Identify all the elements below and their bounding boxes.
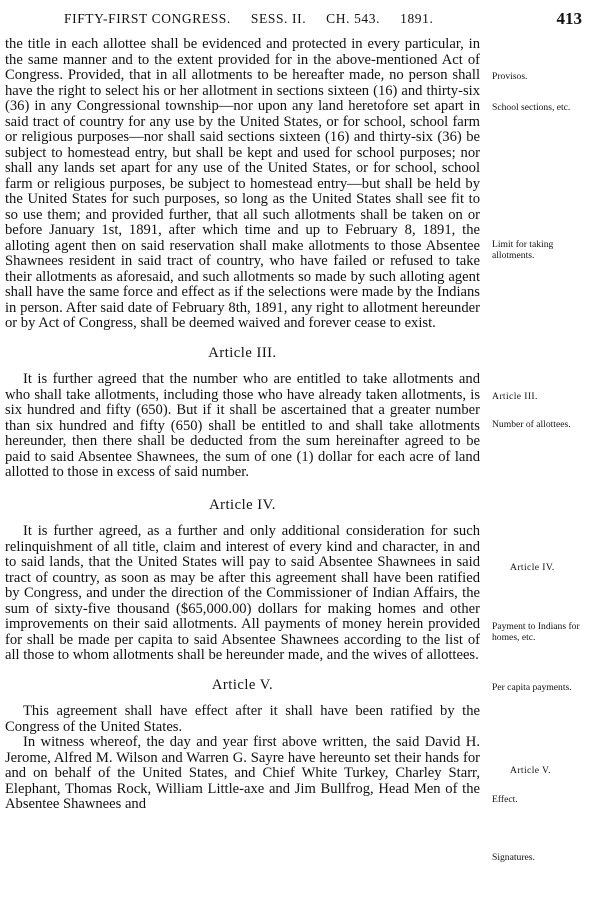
margin-note-limit: Limit for taking allotments. [492, 239, 554, 261]
margin-note-number-allottees: Number of allottees. [492, 419, 571, 430]
margin-note-article-5: Article V. [510, 765, 551, 776]
running-head-title [64, 11, 449, 27]
chapter-label: CH. 543. [326, 11, 381, 26]
continuation-paragraph: the title in each allottee shall be evidenced and protected in every particular, in the same manner and to the extent provided for in the above-mentioned Act of Congress. Provided, that in all allotments to be hereafter made, no person shall have the right to select his or her allotment in sections sixteen (16) and thirty-six (36) in any Congressional township—nor upon any land heretofore set apart in said tract of country for any use by the United States, or for school, school farm or religious purposes—nor shall said sections sixteen (16) and thirty-six (36) be subject to homestead entry, but shall be kept and used for school purposes; nor shall any lands set apart for any use of the United States, or for school, school farm or religious purposes, be subject to homestead entry—but shall be held by the United States for such purposes, so long as the United States shall see fit to so use them; and provided further, that all such allotments shall be taken on or before January 1st, 1891, after which time and up to February 8, 1891, the alloting agent then on said reservation shall make allotments to those Absentee Shawnees resident in said tract of country, who have failed or refused to take their allotments as aforesaid, and such allotments so made by such alloting agent shall have the same force and effect as if the selections were made by the Indians in person. After said date of February 8th, 1891, any right to allotment hereunder or by Act of Congress, shall be deemed waived and forever cease to exist. [5, 36, 480, 331]
article-5-heading: Article V. [211, 676, 274, 693]
year-label: 1891. [400, 11, 434, 26]
running-head [0, 9, 600, 29]
margin-note-payment: Payment to Indians for homes, etc. [492, 621, 580, 643]
body-text [5, 37, 480, 813]
margin-note-provisos: Provisos. [492, 71, 528, 82]
session-label: SESS. II. [250, 11, 307, 26]
article-3-heading: Article III. [208, 344, 277, 361]
article-4-heading: Article IV. [209, 496, 276, 513]
witness-paragraph: In witness whereof, the day and year first above written, the said David H. Jerome, Alfred M. Wilson and Warren G. Sayre have hereunto set their hands for and on behalf of the United States, and Chief White Turkey, Charley Starr, Elephant, Thomas Rock, William Little-axe and Jim Bullfrog, Head Men of the Absentee Shawnees and [5, 734, 480, 812]
margin-note-article-3: Article III. [492, 391, 538, 402]
congress-label: FIFTY-FIRST CONGRESS. [64, 11, 231, 26]
article-5-paragraph: This agreement shall have effect after it shall have been ratified by the Congress of the United States. [5, 703, 480, 735]
margin-note-article-4: Article IV. [510, 562, 555, 573]
article-3-paragraph: It is further agreed that the number who are entitled to take allotments and who shall take allotments, including those who have already taken allotments, is six hundred and fifty (650). But if it shall be ascertained that a greater number than six hundred and fifty (650) shall be entitled to and shall take allotments hereunder, then there shall be deducted from the sum hereinafter agreed to be paid to said Absentee Shawnees, the sum of one (1) dollar for each acre of land allotted to those in excess of said number. [5, 371, 480, 480]
margin-note-per-capita: Per capita payments. [492, 682, 572, 693]
article-4-paragraph: It is further agreed, as a further and only additional consideration for such relinquishment of all title, claim and interest of every kind and character, in and to said lands, that the United States will pay to said Absentee Shawnees in said tract of country, as soon as may be after this agreement shall have been ratified by Congress, and under the direction of the Commissioner of Indian Affairs, the sum of sixty-five thousand ($65,000.00) dollars for making homes and other improvements on their said allotments. All payments of money herein provided for shall be made per capita to said Absentee Shawnees according to the list of all those to whom allotments shall be hereunder made, and the wives of allottees. [5, 523, 480, 663]
margin-note-signatures: Signatures. [492, 852, 535, 863]
margin-note-effect: Effect. [492, 794, 518, 805]
margin-note-school-sections: School sections, etc. [492, 102, 571, 113]
page-number: 413 [556, 9, 582, 28]
